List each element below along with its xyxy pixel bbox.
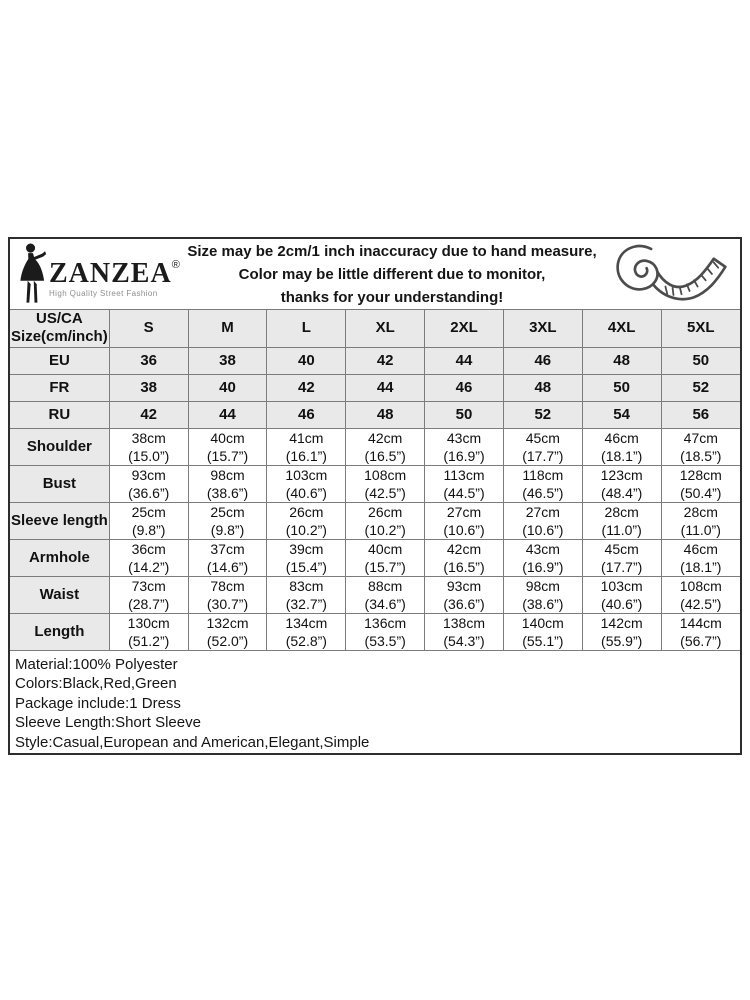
table-row [10, 539, 740, 576]
row-label-cell: EU [10, 347, 109, 374]
size-value-cell: 5XL [661, 310, 740, 347]
size-value-cell: 48 [346, 401, 425, 428]
size-value-cell: 47cm (18.5”) [661, 428, 740, 465]
size-value-cell: 93cm (36.6”) [109, 465, 188, 502]
table-row [10, 347, 740, 374]
table-row [10, 465, 740, 502]
row-label-cell: Shoulder [10, 428, 109, 465]
size-value-cell: 41cm (16.1”) [267, 428, 346, 465]
size-value-cell: 37cm (14.6”) [188, 539, 267, 576]
size-value-cell: 27cm (10.6”) [503, 502, 582, 539]
size-value-cell: 118cm (46.5”) [503, 465, 582, 502]
size-value-cell: 4XL [582, 310, 661, 347]
size-value-cell: 113cm (44.5”) [425, 465, 504, 502]
size-value-cell: 38 [188, 347, 267, 374]
size-value-cell: 36cm (14.2”) [109, 539, 188, 576]
size-value-cell: 98cm (38.6”) [188, 465, 267, 502]
size-value-cell: 45cm (17.7”) [582, 539, 661, 576]
table-row [10, 310, 740, 347]
size-value-cell: M [188, 310, 267, 347]
size-value-cell: 42 [109, 401, 188, 428]
disclaimer-line: Color may be little different due to monitor, [238, 265, 546, 283]
size-value-cell: 36 [109, 347, 188, 374]
size-chart-sheet [8, 237, 742, 755]
brand-logo [10, 243, 186, 305]
size-value-cell: 128cm (50.4”) [661, 465, 740, 502]
size-value-cell: 73cm (28.7”) [109, 576, 188, 613]
size-value-cell: 40cm (15.7”) [188, 428, 267, 465]
size-value-cell: 25cm (9.8”) [109, 502, 188, 539]
size-table [10, 310, 740, 651]
size-value-cell: 26cm (10.2”) [267, 502, 346, 539]
row-label-cell: Armhole [10, 539, 109, 576]
size-value-cell: 44 [425, 347, 504, 374]
row-label-cell: Waist [10, 576, 109, 613]
size-value-cell: 42cm (16.5”) [425, 539, 504, 576]
size-value-cell: 38 [109, 374, 188, 401]
size-value-cell: 123cm (48.4”) [582, 465, 661, 502]
size-value-cell: 43cm (16.9”) [503, 539, 582, 576]
woman-silhouette-icon [17, 243, 47, 305]
table-row [10, 613, 740, 650]
table-row [10, 401, 740, 428]
size-value-cell: 45cm (17.7”) [503, 428, 582, 465]
product-detail-material: Material:100% Polyester [15, 655, 178, 673]
row-label-cell: Bust [10, 465, 109, 502]
size-value-cell: 46cm (18.1”) [582, 428, 661, 465]
size-value-cell: 27cm (10.6”) [425, 502, 504, 539]
size-value-cell: 134cm (52.8”) [267, 613, 346, 650]
size-value-cell: 88cm (34.6”) [346, 576, 425, 613]
size-value-cell: 46 [425, 374, 504, 401]
size-value-cell: 39cm (15.4”) [267, 539, 346, 576]
size-value-cell: 144cm (56.7”) [661, 613, 740, 650]
size-value-cell: 40cm (15.7”) [346, 539, 425, 576]
size-value-cell: 93cm (36.6”) [425, 576, 504, 613]
size-value-cell: 98cm (38.6”) [503, 576, 582, 613]
registered-mark: ® [171, 258, 180, 271]
row-label-cell: RU [10, 401, 109, 428]
size-value-cell: 50 [661, 347, 740, 374]
brand-tagline: High Quality Street Fashion [49, 288, 158, 298]
product-detail-package: Package include:1 Dress [15, 694, 181, 712]
size-value-cell: 38cm (15.0”) [109, 428, 188, 465]
size-value-cell: 46cm (18.1”) [661, 539, 740, 576]
size-value-cell: 48 [503, 374, 582, 401]
size-value-cell: 46 [503, 347, 582, 374]
table-row [10, 428, 740, 465]
brand-text [49, 251, 180, 298]
size-value-cell: 46 [267, 401, 346, 428]
size-value-cell: XL [346, 310, 425, 347]
size-value-cell: L [267, 310, 346, 347]
size-value-cell: 108cm (42.5”) [661, 576, 740, 613]
table-row [10, 374, 740, 401]
size-value-cell: 78cm (30.7”) [188, 576, 267, 613]
size-value-cell: 140cm (55.1”) [503, 613, 582, 650]
size-value-cell: 25cm (9.8”) [188, 502, 267, 539]
size-value-cell: 52 [661, 374, 740, 401]
size-value-cell: 26cm (10.2”) [346, 502, 425, 539]
size-value-cell: S [109, 310, 188, 347]
header-band [10, 239, 740, 310]
size-value-cell: 50 [582, 374, 661, 401]
size-value-cell: 138cm (54.3”) [425, 613, 504, 650]
size-value-cell: 44 [346, 374, 425, 401]
product-detail-style: Style:Casual,European and American,Elegant,Simple [15, 733, 370, 751]
size-value-cell: 40 [267, 347, 346, 374]
size-value-cell: 28cm (11.0”) [661, 502, 740, 539]
size-value-cell: 42 [346, 347, 425, 374]
size-value-cell: 43cm (16.9”) [425, 428, 504, 465]
size-value-cell: 52 [503, 401, 582, 428]
size-value-cell: 48 [582, 347, 661, 374]
size-value-cell: 103cm (40.6”) [267, 465, 346, 502]
size-value-cell: 3XL [503, 310, 582, 347]
size-value-cell: 44 [188, 401, 267, 428]
size-value-cell: 130cm (51.2”) [109, 613, 188, 650]
size-value-cell: 132cm (52.0”) [188, 613, 267, 650]
size-value-cell: 2XL [425, 310, 504, 347]
row-label-cell: Sleeve length [10, 502, 109, 539]
product-detail-sleeve: Sleeve Length:Short Sleeve [15, 714, 201, 731]
size-table-body [10, 310, 740, 650]
size-value-cell: 40 [188, 374, 267, 401]
size-value-cell: 42 [267, 374, 346, 401]
table-row [10, 502, 740, 539]
size-value-cell: 108cm (42.5”) [346, 465, 425, 502]
row-label-cell: FR [10, 374, 109, 401]
product-detail-colors: Colors:Black,Red,Green [15, 675, 177, 692]
brand-name: ZANZEA® [49, 257, 180, 289]
disclaimer-text [186, 240, 598, 309]
size-value-cell: 42cm (16.5”) [346, 428, 425, 465]
size-value-cell: 136cm (53.5”) [346, 613, 425, 650]
product-details [10, 651, 740, 754]
size-value-cell: 50 [425, 401, 504, 428]
table-row [10, 576, 740, 613]
size-value-cell: 142cm (55.9”) [582, 613, 661, 650]
size-value-cell: 103cm (40.6”) [582, 576, 661, 613]
size-value-cell: 54 [582, 401, 661, 428]
measuring-tape-icon [598, 240, 740, 308]
disclaimer-line: thanks for your understanding! [280, 288, 504, 306]
size-value-cell: 56 [661, 401, 740, 428]
size-value-cell: 28cm (11.0”) [582, 502, 661, 539]
row-label-cell: Length [10, 613, 109, 650]
row-label-cell: US/CA Size(cm/inch) [11, 310, 108, 346]
disclaimer-line: Size may be 2cm/1 inch inaccuracy due to hand measure, [187, 242, 597, 260]
size-value-cell: 83cm (32.7”) [267, 576, 346, 613]
